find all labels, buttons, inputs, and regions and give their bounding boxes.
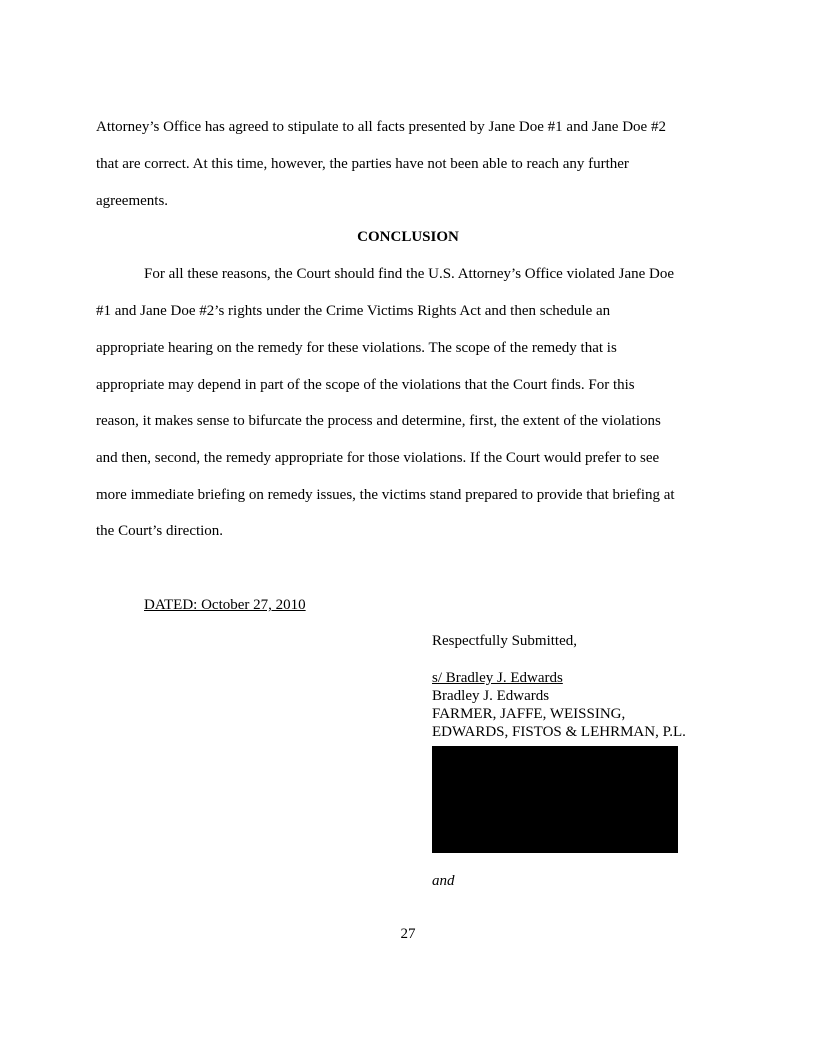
- body-line: reason, it makes sense to bifurcate the process and determine, first, the extent of the violations: [96, 413, 661, 429]
- dated-line: DATED: October 27, 2010: [144, 597, 306, 613]
- signature-closing: Respectfully Submitted,: [432, 633, 577, 649]
- body-line: appropriate may depend in part of the scope of the violations that the Court finds. For this: [96, 377, 635, 393]
- redaction-block: [432, 746, 678, 853]
- body-line: the Court’s direction.: [96, 523, 224, 539]
- body-line: more immediate briefing on remedy issues, the victims stand prepared to provide that briefing at: [96, 487, 675, 503]
- body-line: Attorney’s Office has agreed to stipulate to all facts presented by Jane Doe #1 and Jane Doe #2: [96, 119, 666, 135]
- body-line: #1 and Jane Doe #2’s rights under the Crime Victims Rights Act and then schedule an: [96, 303, 611, 319]
- body-line: appropriate hearing on the remedy for these violations. The scope of the remedy that is: [96, 340, 617, 356]
- body-line: that are correct. At this time, however, the parties have not been able to reach any further: [96, 156, 629, 172]
- signature-name: Bradley J. Edwards: [432, 688, 550, 704]
- signature-firm-line2: EDWARDS, FISTOS & LEHRMAN, P.L.: [432, 724, 686, 740]
- body-line: and then, second, the remedy appropriate for those violations. If the Court would prefer to see: [96, 450, 660, 466]
- body-line: For all these reasons, the Court should find the U.S. Attorney’s Office violated Jane Doe: [144, 266, 675, 282]
- section-heading: CONCLUSION: [357, 229, 459, 245]
- signature-firm-line1: FARMER, JAFFE, WEISSING,: [432, 706, 626, 722]
- body-line: agreements.: [96, 193, 169, 209]
- signature-signed: s/ Bradley J. Edwards: [432, 670, 563, 686]
- signature-and: and: [432, 873, 455, 889]
- page-number: 27: [400, 926, 416, 942]
